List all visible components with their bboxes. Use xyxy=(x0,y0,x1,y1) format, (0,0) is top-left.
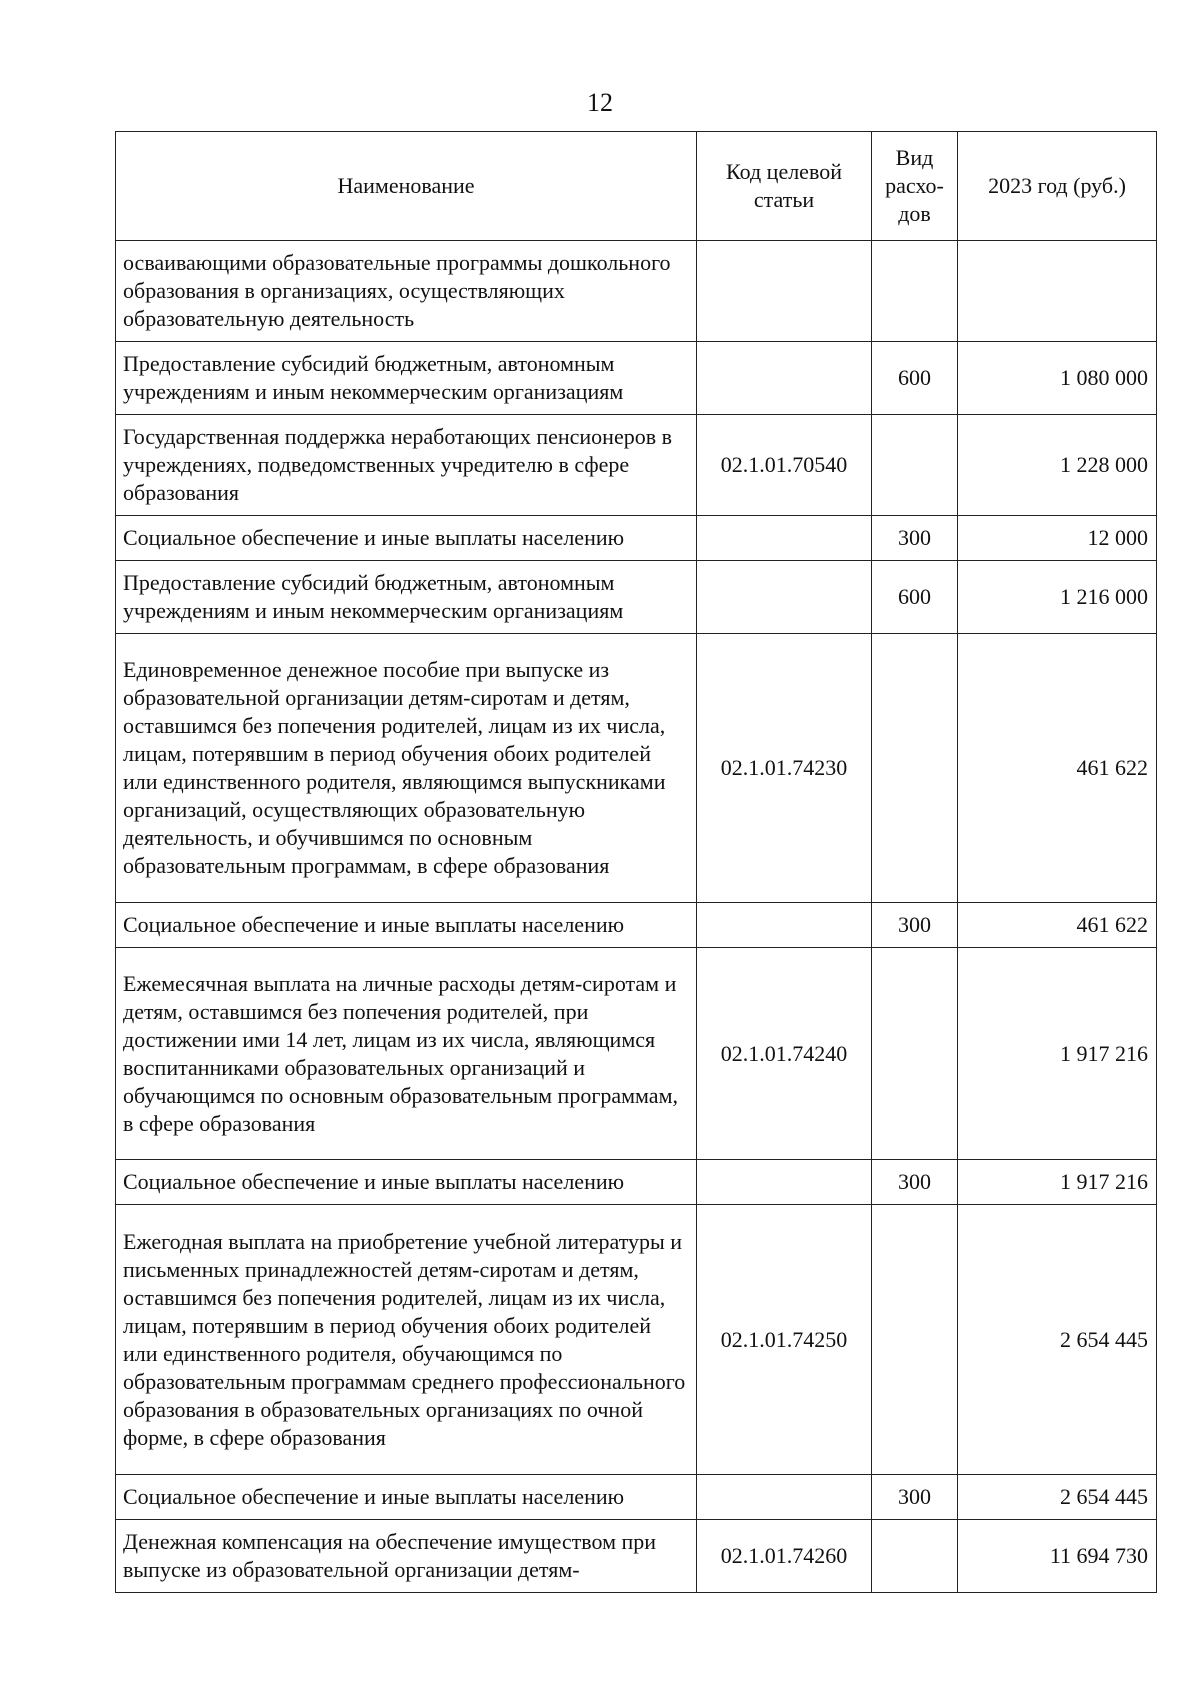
row-code: 02.1.01.74260 xyxy=(697,1520,872,1593)
row-kind xyxy=(872,241,958,342)
header-sum: 2023 год (руб.) xyxy=(958,132,1157,241)
row-name: Социальное обеспечение и иные выплаты населению xyxy=(116,1160,697,1205)
table-row xyxy=(116,561,1157,634)
row-sum: 1 228 000 xyxy=(958,415,1157,516)
row-name: Ежегодная выплата на приобретение учебной литературы и письменных принадлежностей детям-сиротам и детям, оставшимся без попечения родителей, лицам из их числа, лицам, потерявшим в период обучения обоих родителей или единственного родителя, обучающимся по образовательным программам среднего профессионального образования в образовательных организациях по очной форме, в сфере образования xyxy=(116,1205,697,1475)
row-code xyxy=(697,342,872,415)
row-code xyxy=(697,241,872,342)
row-kind: 300 xyxy=(872,516,958,561)
row-code: 02.1.01.74240 xyxy=(697,948,872,1160)
row-kind: 300 xyxy=(872,903,958,948)
header-name: Наименование xyxy=(116,132,697,241)
table-row xyxy=(116,1520,1157,1593)
row-kind xyxy=(872,415,958,516)
row-sum: 1 917 216 xyxy=(958,948,1157,1160)
header-code: Код целевой статьи xyxy=(697,132,872,241)
row-name: Предоставление субсидий бюджетным, автономным учреждениям и иным некоммерческим организациям xyxy=(116,342,697,415)
table-header-row xyxy=(116,132,1157,241)
row-kind xyxy=(872,634,958,903)
table-row xyxy=(116,415,1157,516)
row-sum: 1 080 000 xyxy=(958,342,1157,415)
header-kind: Вид расхо-дов xyxy=(872,132,958,241)
table-row xyxy=(116,1475,1157,1520)
page-number: 12 xyxy=(587,88,613,117)
table-row xyxy=(116,948,1157,1160)
row-kind xyxy=(872,1520,958,1593)
row-kind xyxy=(872,948,958,1160)
row-name: Ежемесячная выплата на личные расходы детям-сиротам и детям, оставшимся без попечения родителей, при достижении ими 14 лет, лицам из их числа, являющимся воспитанниками образовательных организаций и обучающимся по основным образовательным программам, в сфере образования xyxy=(116,948,697,1160)
row-sum xyxy=(958,241,1157,342)
row-sum: 461 622 xyxy=(958,903,1157,948)
row-sum: 2 654 445 xyxy=(958,1205,1157,1475)
row-code xyxy=(697,1160,872,1205)
row-kind: 600 xyxy=(872,561,958,634)
table-row xyxy=(116,241,1157,342)
row-sum: 1 917 216 xyxy=(958,1160,1157,1205)
row-code xyxy=(697,903,872,948)
row-sum: 2 654 445 xyxy=(958,1475,1157,1520)
row-sum: 461 622 xyxy=(958,634,1157,903)
row-sum: 11 694 730 xyxy=(958,1520,1157,1593)
row-name: Социальное обеспечение и иные выплаты населению xyxy=(116,1475,697,1520)
row-name: Предоставление субсидий бюджетным, автономным учреждениям и иным некоммерческим организациям xyxy=(116,561,697,634)
row-code: 02.1.01.74230 xyxy=(697,634,872,903)
row-name: Единовременное денежное пособие при выпуске из образовательной организации детям-сиротам и детям, оставшимся без попечения родителей, лицам из их числа, лицам, потерявшим в период обучения обоих родителей или единственного родителя, являющимся выпускниками организаций, осуществляющих образовательную деятельность, и обучившимся по основным образовательным программам, в сфере образования xyxy=(116,634,697,903)
row-name: Денежная компенсация на обеспечение имуществом при выпуске из образовательной организации детям- xyxy=(116,1520,697,1593)
table-row xyxy=(116,516,1157,561)
row-sum: 12 000 xyxy=(958,516,1157,561)
row-code: 02.1.01.74250 xyxy=(697,1205,872,1475)
table-row xyxy=(116,903,1157,948)
row-code xyxy=(697,561,872,634)
row-name: Государственная поддержка неработающих пенсионеров в учреждениях, подведомственных учредителю в сфере образования xyxy=(116,415,697,516)
budget-table xyxy=(115,131,1157,1593)
row-name: Социальное обеспечение и иные выплаты населению xyxy=(116,516,697,561)
row-code: 02.1.01.70540 xyxy=(697,415,872,516)
table-row xyxy=(116,1205,1157,1475)
table-row xyxy=(116,634,1157,903)
row-code xyxy=(697,516,872,561)
row-name: Социальное обеспечение и иные выплаты населению xyxy=(116,903,697,948)
row-sum: 1 216 000 xyxy=(958,561,1157,634)
row-name: осваивающими образовательные программы дошкольного образования в организациях, осуществляющих образовательную деятельность xyxy=(116,241,697,342)
row-code xyxy=(697,1475,872,1520)
row-kind: 600 xyxy=(872,342,958,415)
table-row xyxy=(116,342,1157,415)
row-kind xyxy=(872,1205,958,1475)
table-row xyxy=(116,1160,1157,1205)
row-kind: 300 xyxy=(872,1475,958,1520)
row-kind: 300 xyxy=(872,1160,958,1205)
